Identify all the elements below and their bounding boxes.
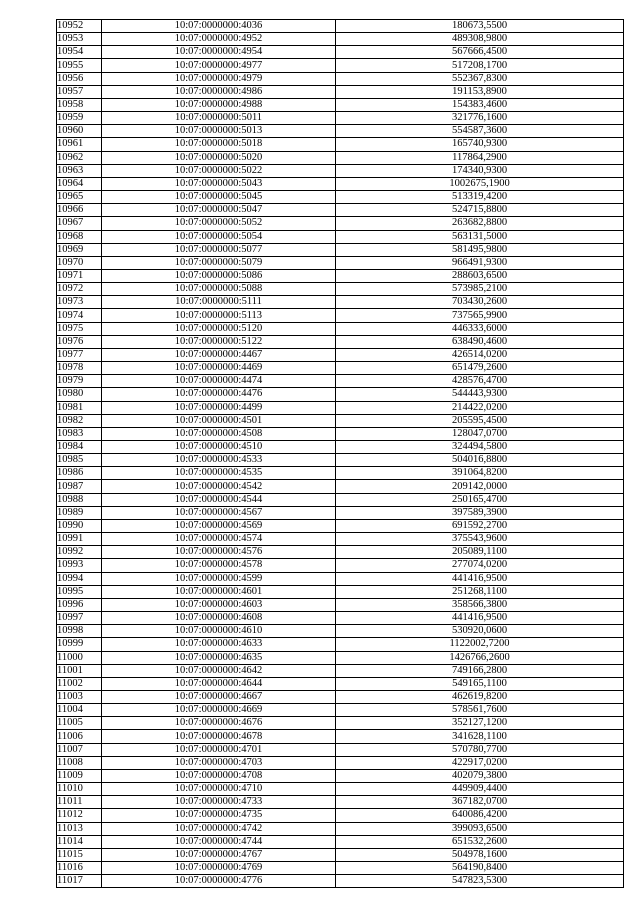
- table-row: [57, 717, 624, 730]
- row-number-cell: 11016: [57, 862, 102, 875]
- table-row: [57, 467, 624, 480]
- row-number-cell: 10983: [57, 427, 102, 440]
- row-number-cell: 11013: [57, 822, 102, 835]
- cadastral-number-cell: 10:07:0000000:4569: [102, 519, 336, 532]
- row-number-cell: 11004: [57, 704, 102, 717]
- row-number-cell: 10994: [57, 572, 102, 585]
- cadastral-number-cell: 10:07:0000000:4474: [102, 375, 336, 388]
- amount-cell: 1426766,2600: [336, 651, 624, 664]
- table-row: [57, 546, 624, 559]
- amount-cell: 578561,7600: [336, 704, 624, 717]
- amount-cell: 426514,0200: [336, 348, 624, 361]
- table-row: [57, 322, 624, 335]
- row-number-cell: 10979: [57, 375, 102, 388]
- row-number-cell: 10957: [57, 85, 102, 98]
- table-row: [57, 362, 624, 375]
- amount-cell: 288603,6500: [336, 269, 624, 282]
- cadastral-number-cell: 10:07:0000000:5122: [102, 335, 336, 348]
- table-row: [57, 375, 624, 388]
- cadastral-number-cell: 10:07:0000000:5011: [102, 112, 336, 125]
- row-number-cell: 10992: [57, 546, 102, 559]
- row-number-cell: 10989: [57, 506, 102, 519]
- row-number-cell: 11012: [57, 809, 102, 822]
- cadastral-number-cell: 10:07:0000000:4469: [102, 362, 336, 375]
- row-number-cell: 10991: [57, 533, 102, 546]
- amount-cell: 554587,3600: [336, 125, 624, 138]
- cadastral-number-cell: 10:07:0000000:4499: [102, 401, 336, 414]
- amount-cell: 573985,2100: [336, 283, 624, 296]
- table-row: [57, 217, 624, 230]
- table-row: [57, 677, 624, 690]
- row-number-cell: 11003: [57, 690, 102, 703]
- amount-cell: 428576,4700: [336, 375, 624, 388]
- row-number-cell: 10956: [57, 72, 102, 85]
- amount-cell: 524715,8800: [336, 204, 624, 217]
- table-row: [57, 441, 624, 454]
- table-row: [57, 20, 624, 33]
- table-row: [57, 519, 624, 532]
- amount-cell: 324494,5800: [336, 441, 624, 454]
- table-row: [57, 138, 624, 151]
- table-row: [57, 164, 624, 177]
- row-number-cell: 11009: [57, 769, 102, 782]
- row-number-cell: 11011: [57, 796, 102, 809]
- row-number-cell: 10963: [57, 164, 102, 177]
- row-number-cell: 10981: [57, 401, 102, 414]
- cadastral-number-cell: 10:07:0000000:4510: [102, 441, 336, 454]
- row-number-cell: 11005: [57, 717, 102, 730]
- row-number-cell: 10995: [57, 585, 102, 598]
- amount-cell: 250165,4700: [336, 493, 624, 506]
- table-row: [57, 612, 624, 625]
- cadastral-number-cell: 10:07:0000000:4676: [102, 717, 336, 730]
- table-row: [57, 506, 624, 519]
- amount-cell: 549165,1100: [336, 677, 624, 690]
- amount-cell: 399093,6500: [336, 822, 624, 835]
- amount-cell: 651532,2600: [336, 835, 624, 848]
- row-number-cell: 11006: [57, 730, 102, 743]
- cadastral-number-cell: 10:07:0000000:5077: [102, 243, 336, 256]
- table-row: [57, 480, 624, 493]
- table-row: [57, 585, 624, 598]
- row-number-cell: 10961: [57, 138, 102, 151]
- cadastral-number-cell: 10:07:0000000:4608: [102, 612, 336, 625]
- cadastral-number-cell: 10:07:0000000:5052: [102, 217, 336, 230]
- row-number-cell: 10970: [57, 256, 102, 269]
- row-number-cell: 10976: [57, 335, 102, 348]
- table-row: [57, 204, 624, 217]
- amount-cell: 128047,0700: [336, 427, 624, 440]
- table-row: [57, 269, 624, 282]
- table-row: [57, 533, 624, 546]
- row-number-cell: 10978: [57, 362, 102, 375]
- cadastral-number-cell: 10:07:0000000:4542: [102, 480, 336, 493]
- amount-cell: 205089,1100: [336, 546, 624, 559]
- table-row: [57, 835, 624, 848]
- table-row: [57, 72, 624, 85]
- amount-cell: 640086,4200: [336, 809, 624, 822]
- cadastral-number-cell: 10:07:0000000:4633: [102, 638, 336, 651]
- amount-cell: 352127,1200: [336, 717, 624, 730]
- table-row: [57, 862, 624, 875]
- amount-cell: 552367,8300: [336, 72, 624, 85]
- cadastral-number-cell: 10:07:0000000:5086: [102, 269, 336, 282]
- amount-cell: 214422,0200: [336, 401, 624, 414]
- table-row: [57, 33, 624, 46]
- cadastral-number-cell: 10:07:0000000:4767: [102, 848, 336, 861]
- table-row: [57, 427, 624, 440]
- row-number-cell: 11008: [57, 756, 102, 769]
- table-row: [57, 388, 624, 401]
- row-number-cell: 10985: [57, 454, 102, 467]
- cadastral-number-cell: 10:07:0000000:4952: [102, 33, 336, 46]
- table-row: [57, 756, 624, 769]
- row-number-cell: 10987: [57, 480, 102, 493]
- amount-cell: 749166,2800: [336, 664, 624, 677]
- cadastral-number-cell: 10:07:0000000:5018: [102, 138, 336, 151]
- cadastral-number-cell: 10:07:0000000:4678: [102, 730, 336, 743]
- amount-cell: 966491,9300: [336, 256, 624, 269]
- cadastral-number-cell: 10:07:0000000:4036: [102, 20, 336, 33]
- cadastral-number-cell: 10:07:0000000:4954: [102, 46, 336, 59]
- row-number-cell: 10980: [57, 388, 102, 401]
- amount-cell: 449909,4400: [336, 783, 624, 796]
- amount-cell: 737565,9900: [336, 309, 624, 322]
- amount-cell: 358566,3800: [336, 598, 624, 611]
- table-row: [57, 638, 624, 651]
- row-number-cell: 10986: [57, 467, 102, 480]
- cadastral-number-cell: 10:07:0000000:4986: [102, 85, 336, 98]
- cadastral-number-cell: 10:07:0000000:5054: [102, 230, 336, 243]
- amount-cell: 375543,9600: [336, 533, 624, 546]
- cadastral-number-cell: 10:07:0000000:4467: [102, 348, 336, 361]
- cadastral-number-cell: 10:07:0000000:4979: [102, 72, 336, 85]
- table-row: [57, 98, 624, 111]
- cadastral-number-cell: 10:07:0000000:4576: [102, 546, 336, 559]
- row-number-cell: 10955: [57, 59, 102, 72]
- cadastral-number-cell: 10:07:0000000:5045: [102, 191, 336, 204]
- amount-cell: 402079,3800: [336, 769, 624, 782]
- cadastral-number-cell: 10:07:0000000:5047: [102, 204, 336, 217]
- row-number-cell: 10973: [57, 296, 102, 309]
- data-table: [56, 19, 624, 888]
- amount-cell: 567666,4500: [336, 46, 624, 59]
- row-number-cell: 11002: [57, 677, 102, 690]
- amount-cell: 564190,8400: [336, 862, 624, 875]
- amount-cell: 489308,9800: [336, 33, 624, 46]
- row-number-cell: 10952: [57, 20, 102, 33]
- table-row: [57, 414, 624, 427]
- cadastral-number-cell: 10:07:0000000:4544: [102, 493, 336, 506]
- amount-cell: 321776,1600: [336, 112, 624, 125]
- row-number-cell: 10965: [57, 191, 102, 204]
- amount-cell: 154383,4600: [336, 98, 624, 111]
- cadastral-number-cell: 10:07:0000000:4701: [102, 743, 336, 756]
- table-row: [57, 125, 624, 138]
- cadastral-number-cell: 10:07:0000000:4574: [102, 533, 336, 546]
- amount-cell: 544443,9300: [336, 388, 624, 401]
- table-row: [57, 651, 624, 664]
- table-row: [57, 309, 624, 322]
- cadastral-number-cell: 10:07:0000000:4708: [102, 769, 336, 782]
- amount-cell: 513319,4200: [336, 191, 624, 204]
- cadastral-number-cell: 10:07:0000000:4644: [102, 677, 336, 690]
- row-number-cell: 10996: [57, 598, 102, 611]
- row-number-cell: 10953: [57, 33, 102, 46]
- table-row: [57, 493, 624, 506]
- cadastral-number-cell: 10:07:0000000:5013: [102, 125, 336, 138]
- row-number-cell: 11010: [57, 783, 102, 796]
- table-row: [57, 230, 624, 243]
- amount-cell: 422917,0200: [336, 756, 624, 769]
- table-row: [57, 730, 624, 743]
- table-row: [57, 283, 624, 296]
- amount-cell: 341628,1100: [336, 730, 624, 743]
- cadastral-number-cell: 10:07:0000000:4501: [102, 414, 336, 427]
- table-row: [57, 875, 624, 888]
- amount-cell: 263682,8800: [336, 217, 624, 230]
- cadastral-number-cell: 10:07:0000000:4977: [102, 59, 336, 72]
- table-row: [57, 848, 624, 861]
- cadastral-number-cell: 10:07:0000000:4567: [102, 506, 336, 519]
- table-row: [57, 335, 624, 348]
- table-row: [57, 112, 624, 125]
- amount-cell: 441416,9500: [336, 572, 624, 585]
- table-row: [57, 809, 624, 822]
- cadastral-number-cell: 10:07:0000000:4667: [102, 690, 336, 703]
- amount-cell: 581495,9800: [336, 243, 624, 256]
- cadastral-number-cell: 10:07:0000000:4535: [102, 467, 336, 480]
- table-row: [57, 348, 624, 361]
- table-row: [57, 625, 624, 638]
- row-number-cell: 10968: [57, 230, 102, 243]
- table-row: [57, 46, 624, 59]
- row-number-cell: 11017: [57, 875, 102, 888]
- table-row: [57, 690, 624, 703]
- amount-cell: 1002675,1900: [336, 177, 624, 190]
- row-number-cell: 10974: [57, 309, 102, 322]
- row-number-cell: 10982: [57, 414, 102, 427]
- table-row: [57, 85, 624, 98]
- table-row: [57, 559, 624, 572]
- row-number-cell: 10967: [57, 217, 102, 230]
- amount-cell: 504016,8800: [336, 454, 624, 467]
- table-row: [57, 177, 624, 190]
- cadastral-number-cell: 10:07:0000000:5111: [102, 296, 336, 309]
- amount-cell: 277074,0200: [336, 559, 624, 572]
- cadastral-number-cell: 10:07:0000000:4744: [102, 835, 336, 848]
- cadastral-number-cell: 10:07:0000000:4735: [102, 809, 336, 822]
- amount-cell: 1122002,7200: [336, 638, 624, 651]
- cadastral-number-cell: 10:07:0000000:4599: [102, 572, 336, 585]
- amount-cell: 397589,3900: [336, 506, 624, 519]
- amount-cell: 703430,2600: [336, 296, 624, 309]
- table-row: [57, 59, 624, 72]
- amount-cell: 563131,5000: [336, 230, 624, 243]
- cadastral-number-cell: 10:07:0000000:4742: [102, 822, 336, 835]
- table-row: [57, 664, 624, 677]
- row-number-cell: 10998: [57, 625, 102, 638]
- table-row: [57, 256, 624, 269]
- amount-cell: 251268,1100: [336, 585, 624, 598]
- row-number-cell: 10990: [57, 519, 102, 532]
- amount-cell: 174340,9300: [336, 164, 624, 177]
- cadastral-number-cell: 10:07:0000000:4533: [102, 454, 336, 467]
- amount-cell: 517208,1700: [336, 59, 624, 72]
- row-number-cell: 10975: [57, 322, 102, 335]
- amount-cell: 638490,4600: [336, 335, 624, 348]
- row-number-cell: 11015: [57, 848, 102, 861]
- row-number-cell: 10999: [57, 638, 102, 651]
- amount-cell: 462619,8200: [336, 690, 624, 703]
- table-row: [57, 151, 624, 164]
- amount-cell: 391064,8200: [336, 467, 624, 480]
- row-number-cell: 10988: [57, 493, 102, 506]
- row-number-cell: 10959: [57, 112, 102, 125]
- cadastral-number-cell: 10:07:0000000:4710: [102, 783, 336, 796]
- table-row: [57, 796, 624, 809]
- table-row: [57, 572, 624, 585]
- cadastral-number-cell: 10:07:0000000:4508: [102, 427, 336, 440]
- cadastral-number-cell: 10:07:0000000:4642: [102, 664, 336, 677]
- table-row: [57, 743, 624, 756]
- cadastral-number-cell: 10:07:0000000:4476: [102, 388, 336, 401]
- cadastral-number-cell: 10:07:0000000:4988: [102, 98, 336, 111]
- table-row: [57, 598, 624, 611]
- row-number-cell: 10954: [57, 46, 102, 59]
- cadastral-number-cell: 10:07:0000000:5079: [102, 256, 336, 269]
- row-number-cell: 11014: [57, 835, 102, 848]
- cadastral-number-cell: 10:07:0000000:4669: [102, 704, 336, 717]
- table-row: [57, 783, 624, 796]
- row-number-cell: 10966: [57, 204, 102, 217]
- amount-cell: 651479,2600: [336, 362, 624, 375]
- table-row: [57, 401, 624, 414]
- cadastral-number-cell: 10:07:0000000:5020: [102, 151, 336, 164]
- amount-cell: 446333,6000: [336, 322, 624, 335]
- amount-cell: 570780,7700: [336, 743, 624, 756]
- row-number-cell: 10958: [57, 98, 102, 111]
- amount-cell: 367182,0700: [336, 796, 624, 809]
- row-number-cell: 10977: [57, 348, 102, 361]
- cadastral-number-cell: 10:07:0000000:4776: [102, 875, 336, 888]
- amount-cell: 209142,0000: [336, 480, 624, 493]
- amount-cell: 441416,9500: [336, 612, 624, 625]
- row-number-cell: 10960: [57, 125, 102, 138]
- amount-cell: 165740,9300: [336, 138, 624, 151]
- amount-cell: 180673,5500: [336, 20, 624, 33]
- cadastral-number-cell: 10:07:0000000:4703: [102, 756, 336, 769]
- cadastral-number-cell: 10:07:0000000:5088: [102, 283, 336, 296]
- row-number-cell: 10971: [57, 269, 102, 282]
- table-row: [57, 769, 624, 782]
- amount-cell: 530920,0600: [336, 625, 624, 638]
- row-number-cell: 11007: [57, 743, 102, 756]
- amount-cell: 504978,1600: [336, 848, 624, 861]
- row-number-cell: 11001: [57, 664, 102, 677]
- row-number-cell: 10969: [57, 243, 102, 256]
- cadastral-number-cell: 10:07:0000000:4769: [102, 862, 336, 875]
- amount-cell: 205595,4500: [336, 414, 624, 427]
- amount-cell: 691592,2700: [336, 519, 624, 532]
- table-row: [57, 822, 624, 835]
- table-row: [57, 191, 624, 204]
- amount-cell: 547823,5300: [336, 875, 624, 888]
- cadastral-number-cell: 10:07:0000000:5120: [102, 322, 336, 335]
- table-row: [57, 296, 624, 309]
- row-number-cell: 11000: [57, 651, 102, 664]
- table-row: [57, 704, 624, 717]
- row-number-cell: 10984: [57, 441, 102, 454]
- row-number-cell: 10972: [57, 283, 102, 296]
- row-number-cell: 10993: [57, 559, 102, 572]
- table-body: [57, 20, 624, 888]
- table-row: [57, 454, 624, 467]
- row-number-cell: 10997: [57, 612, 102, 625]
- cadastral-number-cell: 10:07:0000000:5113: [102, 309, 336, 322]
- cadastral-number-cell: 10:07:0000000:4733: [102, 796, 336, 809]
- amount-cell: 191153,8900: [336, 85, 624, 98]
- cadastral-number-cell: 10:07:0000000:4635: [102, 651, 336, 664]
- cadastral-number-cell: 10:07:0000000:4610: [102, 625, 336, 638]
- cadastral-number-cell: 10:07:0000000:4578: [102, 559, 336, 572]
- row-number-cell: 10962: [57, 151, 102, 164]
- amount-cell: 117864,2900: [336, 151, 624, 164]
- cadastral-number-cell: 10:07:0000000:4601: [102, 585, 336, 598]
- cadastral-number-cell: 10:07:0000000:4603: [102, 598, 336, 611]
- row-number-cell: 10964: [57, 177, 102, 190]
- cadastral-number-cell: 10:07:0000000:5043: [102, 177, 336, 190]
- cadastral-number-cell: 10:07:0000000:5022: [102, 164, 336, 177]
- table-row: [57, 243, 624, 256]
